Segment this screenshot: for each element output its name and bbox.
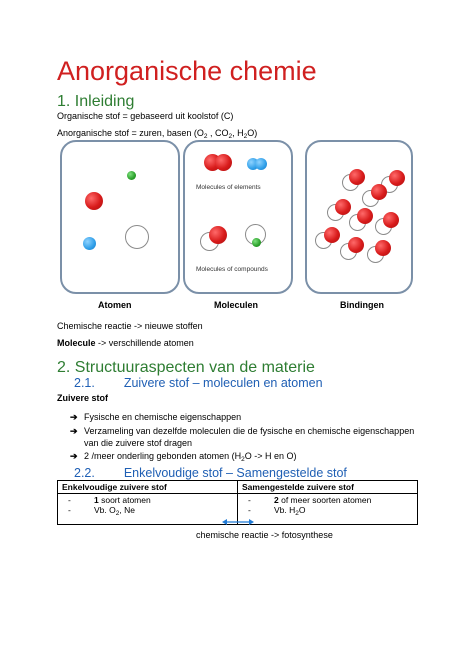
red-atom [215, 154, 232, 171]
blue-atom [83, 237, 96, 250]
subheading-title: Enkelvoudige stof – Samengestelde stof [123, 466, 347, 480]
blue-atom [255, 158, 267, 170]
red-atom [371, 184, 387, 200]
caption-bindingen: Bindingen [340, 300, 384, 310]
panel-atomen [60, 140, 180, 294]
green-atom [127, 171, 136, 180]
molecule-line [57, 338, 194, 348]
caption-atomen: Atomen [98, 300, 132, 310]
table-header: Samengestelde zuivere stof [238, 481, 418, 494]
table-header: Enkelvoudige zuivere stof [58, 481, 238, 494]
table-cell [58, 494, 238, 525]
section-heading-inleiding: 1. Inleiding [57, 93, 135, 110]
molecule-definition: -> verschillende atomen [95, 338, 194, 348]
subheading-2-2 [74, 466, 347, 480]
bullet-item [70, 412, 241, 423]
bullet-text: Verzameling van dezelfde moleculen die de fysische en chemische eigenschappen [84, 426, 415, 436]
red-atom [335, 199, 351, 215]
white-atom [125, 225, 149, 249]
list-item [242, 495, 413, 505]
red-atom [85, 192, 103, 210]
inorganic-definition: Anorganische stof = zuren, basen ($O_2$ , $CO_2$, $H_2O$) [57, 128, 258, 140]
red-atom [349, 169, 365, 185]
list-item-text: Vb. $H_2O$ [274, 505, 306, 517]
organic-definition: Organische stof = gebaseerd uit koolstof (C) [57, 111, 234, 121]
section-heading-structuur: 2. Structuuraspecten van de materie [57, 359, 315, 376]
bullet-item [70, 426, 414, 437]
red-atom [348, 237, 364, 253]
page-title: Anorganische chemie [57, 56, 317, 86]
red-atom [389, 170, 405, 186]
red-atom [209, 226, 227, 244]
red-atom [375, 240, 391, 256]
molecule-term: Molecule [57, 338, 96, 348]
subheading-2-1 [74, 376, 323, 390]
list-item [62, 505, 233, 515]
list-item-text: Vb. $O_2$, Ne [94, 505, 135, 517]
subheading-title: Zuivere stof – moleculen en atomen [123, 376, 323, 390]
table-header-row [58, 481, 418, 494]
dash: - [68, 495, 71, 505]
dash: - [248, 505, 251, 515]
red-atom [357, 208, 373, 224]
bullet-continuation: van die zuivere stof dragen [84, 438, 193, 448]
subheading-number: 2.1. [74, 376, 95, 390]
red-atom [383, 212, 399, 228]
bullet-text: 2 /meer onderling gebonden atomen ($H_2O -> H$ en O) [84, 451, 297, 463]
right-arrow-bullet-icon: ➔ [70, 451, 78, 461]
bullet-item [70, 451, 297, 462]
dash: - [248, 495, 251, 505]
subheading-number: 2.2. [74, 466, 95, 480]
label-molecules-of-compounds: Molecules of compounds [196, 266, 268, 273]
double-arrow-icon [222, 517, 254, 527]
red-atom [324, 227, 340, 243]
arrow-caption: chemische reactie -> fotosynthese [196, 530, 333, 540]
list-item-text: 1 soort atomen [94, 495, 151, 505]
label-molecules-of-elements: Molecules of elements [196, 184, 261, 191]
caption-moleculen: Moleculen [214, 300, 259, 310]
list-item [242, 505, 413, 515]
green-atom [252, 238, 261, 247]
table-cell [238, 494, 418, 525]
list-item-text: 2 of meer soorten atomen [274, 495, 372, 505]
dash: - [68, 505, 71, 515]
right-arrow-bullet-icon: ➔ [70, 412, 78, 422]
zuivere-stof-label: Zuivere stof [57, 393, 109, 403]
list-item [62, 495, 233, 505]
right-arrow-bullet-icon: ➔ [70, 426, 78, 436]
bullet-text: Fysische en chemische eigenschappen [84, 412, 242, 422]
reaction-line: Chemische reactie -> nieuwe stoffen [57, 321, 203, 331]
panel-bindingen [305, 140, 413, 294]
panel-moleculen [183, 140, 293, 294]
